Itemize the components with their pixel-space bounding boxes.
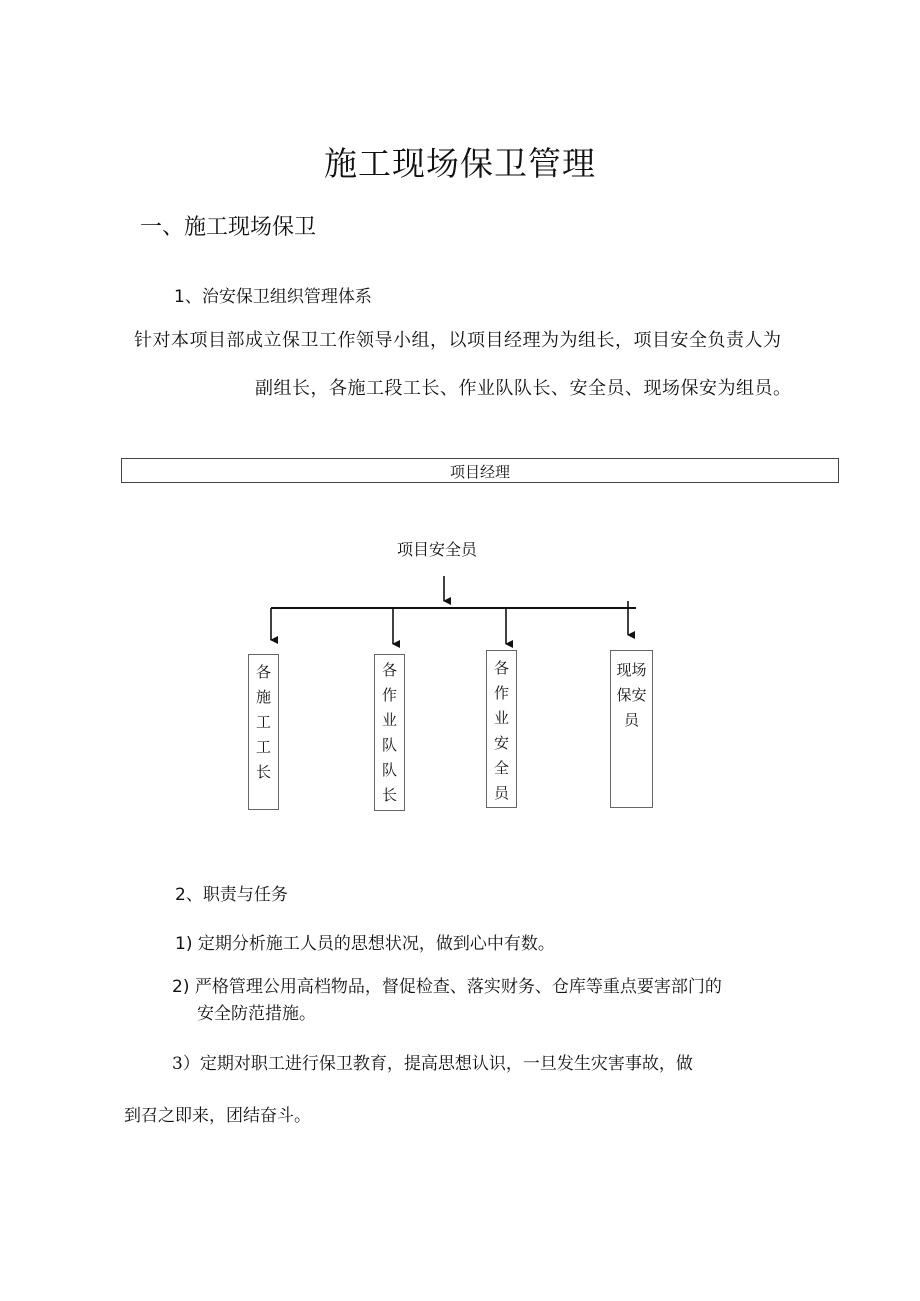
section-heading: 一、施工现场保卫 [140, 215, 317, 240]
member-box-team-leaders [374, 654, 405, 811]
member-label: 各作业队队长 [381, 661, 397, 804]
subsection-heading: 1、治安保卫组织管理体系 [174, 287, 372, 307]
duty-item-3-line-2: 到召之即来，团结奋斗。 [124, 1106, 311, 1126]
member-label: 现场保安员 [616, 661, 647, 729]
page-title: 施工现场保卫管理 [324, 144, 596, 183]
safety-officer-label: 项目安全员 [397, 540, 478, 559]
project-manager-label: 项目经理 [449, 463, 510, 481]
member-box-team-safety-officers [486, 650, 517, 808]
duty-item-2-line-2: 安全防范措施。 [197, 1004, 316, 1024]
duty-item-2-line-1: 2) 严格管理公用高档物品，督促检查、落实财务、仓库等重点要害部门的 [172, 977, 722, 997]
intro-paragraph-line-1: 针对本项目部成立保卫工作领导小组，以项目经理为为组长，项目安全负责人为 [134, 330, 782, 351]
member-box-section-foremen [248, 654, 279, 810]
member-box-site-guards [610, 650, 653, 808]
member-label: 各施工工长 [255, 663, 271, 781]
member-label: 各作业安全员 [493, 659, 509, 802]
duty-item-3-line-1: 3）定期对职工进行保卫教育，提高思想认识，一旦发生灾害事故，做 [172, 1054, 693, 1074]
intro-paragraph-line-2: 副组长，各施工段工长、作业队队长、安全员、现场保安为组员。 [255, 378, 792, 399]
duty-item-1: 1) 定期分析施工人员的思想状况，做到心中有数。 [175, 934, 555, 954]
duties-heading: 2、职责与任务 [175, 885, 288, 905]
